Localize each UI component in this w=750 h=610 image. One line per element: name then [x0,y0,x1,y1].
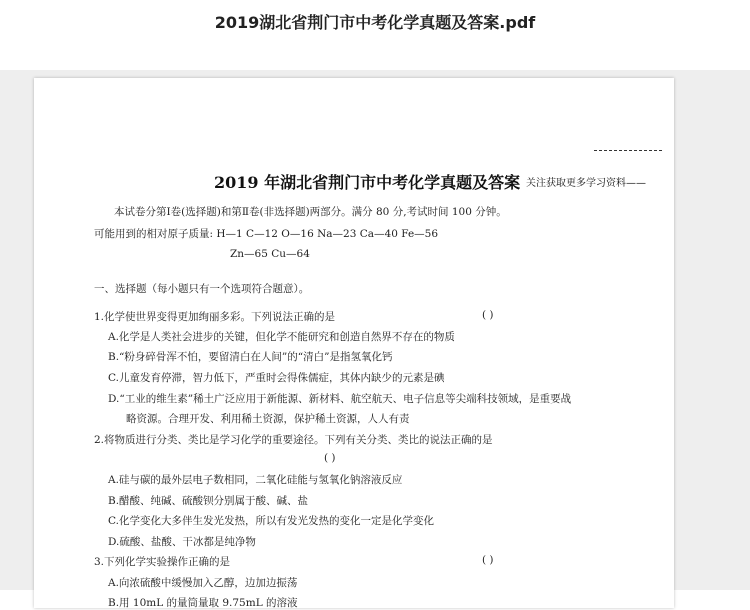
pdf-page [34,78,674,608]
q1-option-c: C.儿童发育停滞，智力低下，严重时会得侏儒症，其体内缺少的元素是碘 [108,372,445,384]
q2-option-d: D.硫酸、盐酸、干冰都是纯净物 [108,536,256,548]
corner-mark [594,150,662,154]
section-heading: 一、选择题（每小题只有一个选项符合题意）。 [94,283,310,295]
q1-stem: 1.化学使世界变得更加绚丽多彩。下列说法正确的是 [94,311,336,323]
q2-option-b: B.醋酸、纯碱、硫酸钡分别属于酸、碱、盐 [108,495,309,507]
q2-option-c: C.化学变化大多伴生发光发热，所以有发光发热的变化一定是化学变化 [108,515,434,527]
q1-option-b: B.“粉身碎骨浑不怕，要留清白在人间”的“清白”是指氢氧化钙 [108,351,393,363]
q2-option-a: A.硅与碳的最外层电子数相同，二氧化硅能与氢氧化钠溶液反应 [108,474,403,486]
q2-stem: 2.将物质进行分类、类比是学习化学的重要途径。下列有关分类、类比的说法正确的是 [94,434,493,446]
q1-option-a: A.化学是人类社会进步的关键，但化学不能研究和创造自然界不存在的物质 [108,331,455,343]
q1-option-d-cont: 略资源。合理开发、利用稀土资源，保护稀土资源，人人有责 [126,413,410,425]
q2-answer-paren: ( ) [324,452,336,464]
q3-option-a: A.向浓硫酸中缓慢加入乙醇，边加边振荡 [108,577,298,589]
side-note: 关注获取更多学习资料—— [526,178,646,189]
intro-text: 本试卷分第Ⅰ卷(选择题)和第Ⅱ卷(非选择题)两部分。满分 80 分,考试时间 100 分钟。 [114,206,507,218]
atomic-mass-line-1: 可能用到的相对原子质量: H—1 C—12 O—16 Na—23 Ca—40 Fe—56 [94,228,439,240]
paper-title: 2019 年湖北省荆门市中考化学真题及答案 [214,173,521,192]
file-title: 2019湖北省荆门市中考化学真题及答案.pdf [214,13,536,32]
document-viewer[interactable] [0,70,750,609]
atomic-mass-line-2: Zn—65 Cu—64 [230,248,310,260]
q3-answer-paren: ( ) [482,554,494,566]
q3-stem: 3.下列化学实验操作正确的是 [94,556,231,568]
q3-option-b: B.用 10mL 的量筒量取 9.75mL 的溶液 [108,597,298,609]
q1-option-d: D.“工业的维生素”稀土广泛应用于新能源、新材料、航空航天、电子信息等尖端科技领域，是重要战 [108,393,572,405]
q1-answer-paren: ( ) [482,309,494,321]
viewer-header [0,0,750,70]
